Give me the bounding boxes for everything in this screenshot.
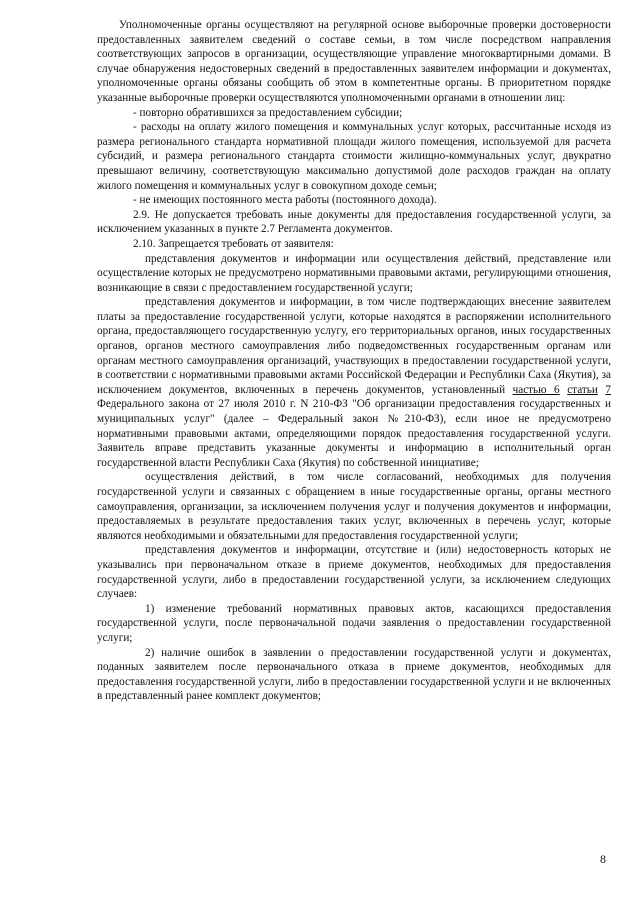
- paragraph: 2.10. Запрещается требовать от заявителя:: [133, 237, 334, 250]
- page-number: 8: [600, 852, 606, 866]
- paragraph: [97, 295, 611, 470]
- paragraph: осуществления действий, в том числе согласований, необходимых для получения государственной услуги и связанных с обращением в иные государственные органы, органы местного самоуправления, организации, за исключением получения услуг и получения документов и информации, предоставляемых в результате предоставления таких услуг, включенных в перечень услуг, которые являются необходимыми и обязательными для предоставления государственной услуги;: [97, 471, 611, 542]
- list-item: 1) изменение требований нормативных правовых актов, касающихся предоставления государственной услуги, после первоначальной подачи заявления о предоставлении государственной услуги;: [97, 602, 611, 644]
- law-link-number[interactable]: 7: [605, 383, 611, 396]
- list-item: 2) наличие ошибок в заявлении о предоставлении государственной услуги и документах, поданных заявителем после первоначального отказа в приеме документов, необходимых для предоставления государственной услуги, либо в предоставлении государственной услуги и не включенных в представленный ранее комплект документов;: [97, 646, 611, 703]
- law-link-part[interactable]: частью 6: [512, 383, 560, 396]
- paragraph: представления документов и информации или осуществления действий, представление или осуществление которых не предусмотрено нормативными правовыми актами, регулирующими отношения, возникающие в связи с предоставлением государственной услуги;: [97, 252, 611, 294]
- paragraph: представления документов и информации, отсутствие и (или) недостоверность которых не указывались при первоначальном отказе в приеме документов, необходимых для предоставления государственной услуги, либо в предоставлении государственной услуги, за исключением следующих случаев:: [97, 544, 611, 601]
- paragraph-text: представления документов и информации, в том числе подтверждающих внесение заявителем платы за предоставление государственной услуги, которые находятся в распоряжении исполнительного органа, предоставляющего государственную услугу, его территориальных органов, иных государственных органов, органов местного самоуправления либо подведомственных государственным органам или органам местного самоуправления организаций, участвующих в предоставлении государственной услуги, в соответствии с нормативными правовыми актами Российской Федерации и Республики Саха (Якутия), за исключением документов, включенных в перечень документов, установленный: [97, 296, 611, 396]
- list-item: - повторно обратившихся за предоставлением субсидии;: [133, 106, 403, 119]
- paragraph: 2.9. Не допускается требовать иные документы для предоставления государственной услуги, за исключением указанных в пункте 2.7 Регламента документов.: [97, 208, 611, 236]
- law-link-article[interactable]: статьи: [567, 383, 598, 396]
- list-item: - не имеющих постоянного места работы (постоянного дохода).: [133, 194, 437, 207]
- document-body: [97, 18, 611, 704]
- paragraph: Уполномоченные органы осуществляют на регулярной основе выборочные проверки достоверности предоставленных заявителем сведений о составе семьи, в том числе посредством направления соответствующих запросов в организации, осуществляющие управление многоквартирными домами. В случае обнаружения недостоверных сведений в предоставленных заявителем информации и документах, уполномоченные органы обязаны сообщить об этом в компетентные органы. В приоритетном порядке указанные выборочные проверки осуществляются уполномоченными органами в отношении лиц:: [97, 19, 611, 104]
- paragraph-text-tail: Федерального закона от 27 июля 2010 г. N 210-ФЗ "Об организации предоставления государственных и муниципальных услуг" (далее – Федеральный закон №210-ФЗ), если иное не предусмотрено нормативными правовыми актами, определяющими порядок предоставления государственной услуги. Заявитель вправе представить указанные документы и информацию в исполнительный орган государственной власти Республики Саха (Якутия) по собственной инициативе;: [97, 398, 611, 469]
- list-item: - расходы на оплату жилого помещения и коммунальных услуг которых, рассчитанные исходя из размера регионального стандарта нормативной площади жилого помещения, используемой для расчета субсидий, и размера регионального стандарта стоимости жилищно-коммунальных услуг, двукратно превышают величину, соответствующую максимально допустимой доле расходов граждан на оплату жилого помещения и коммунальных услуг в совокупном доходе семьи;: [97, 121, 611, 192]
